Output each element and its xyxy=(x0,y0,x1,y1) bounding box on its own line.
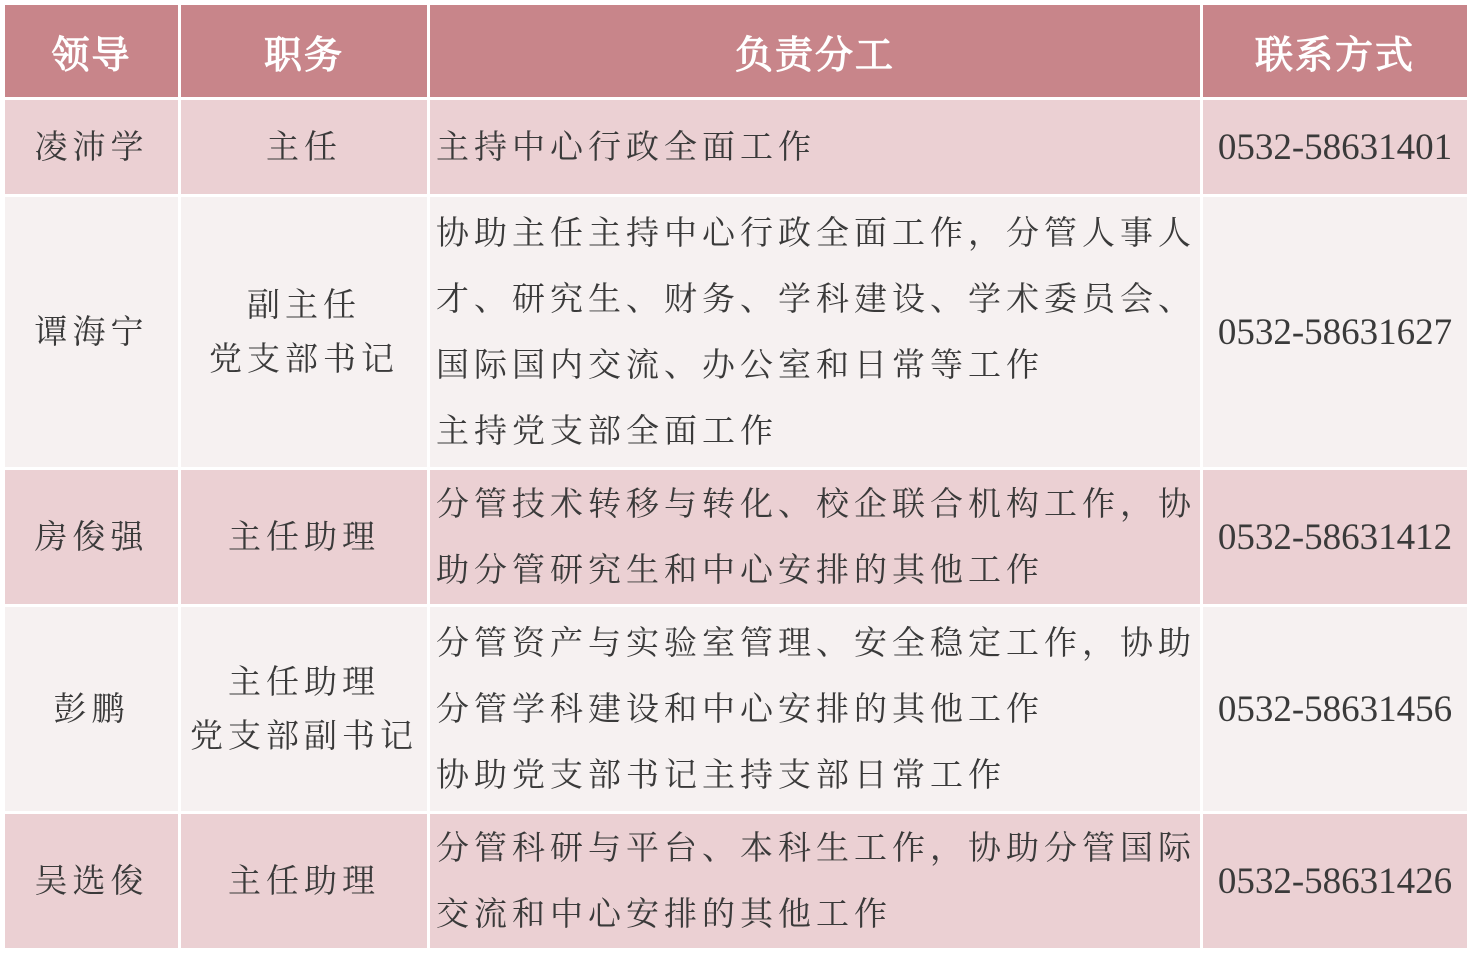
leader-name: 谭海宁 xyxy=(4,196,180,469)
header-leader: 领导 xyxy=(4,4,180,99)
table-row xyxy=(4,196,1469,469)
header-position: 职务 xyxy=(180,4,429,99)
position-line: 党支部书记 xyxy=(209,339,399,378)
phone-number: 0532-58631426 xyxy=(1202,813,1469,950)
header-duties: 负责分工 xyxy=(429,4,1202,99)
leader-name: 房俊强 xyxy=(4,469,180,606)
phone-number: 0532-58631412 xyxy=(1202,469,1469,606)
position-cell xyxy=(180,196,429,469)
leader-name: 凌沛学 xyxy=(4,99,180,196)
duty-line: 国际国内交流、办公室和日常等工作 xyxy=(436,345,1044,384)
table-row xyxy=(4,813,1469,950)
duties-cell xyxy=(429,606,1202,813)
duty-line: 交流和中心安排的其他工作 xyxy=(436,894,892,933)
position-line: 主任 xyxy=(266,127,342,166)
phone-number: 0532-58631456 xyxy=(1202,606,1469,813)
duty-line: 分管科研与平台、本科生工作，协助分管国际 xyxy=(436,828,1196,867)
phone-number: 0532-58631401 xyxy=(1202,99,1469,196)
table-row xyxy=(4,99,1469,196)
duties-cell xyxy=(429,99,1202,196)
duties-cell xyxy=(429,196,1202,469)
leader-name: 彭鹏 xyxy=(4,606,180,813)
position-line: 主任助理 xyxy=(228,517,380,556)
position-cell xyxy=(180,606,429,813)
position-cell xyxy=(180,813,429,950)
leadership-table xyxy=(2,2,1470,951)
duty-line: 主持党支部全面工作 xyxy=(436,411,778,450)
phone-number: 0532-58631627 xyxy=(1202,196,1469,469)
header-row xyxy=(4,4,1469,99)
table-row xyxy=(4,469,1469,606)
table-row xyxy=(4,606,1469,813)
leader-name: 吴选俊 xyxy=(4,813,180,950)
position-cell xyxy=(180,99,429,196)
duty-line: 分管学科建设和中心安排的其他工作 xyxy=(436,689,1044,728)
position-cell xyxy=(180,469,429,606)
position-line: 党支部副书记 xyxy=(190,716,418,755)
duties-cell xyxy=(429,469,1202,606)
duty-line: 分管技术转移与转化、校企联合机构工作，协 xyxy=(436,484,1196,523)
duty-line: 主持中心行政全面工作 xyxy=(436,127,816,166)
position-line: 副主任 xyxy=(247,285,361,324)
duty-line: 助分管研究生和中心安排的其他工作 xyxy=(436,550,1044,589)
header-contact: 联系方式 xyxy=(1202,4,1469,99)
duty-line: 才、研究生、财务、学科建设、学术委员会、 xyxy=(436,279,1196,318)
duties-cell xyxy=(429,813,1202,950)
duty-line: 分管资产与实验室管理、安全稳定工作，协助 xyxy=(436,623,1196,662)
duty-line: 协助党支部书记主持支部日常工作 xyxy=(436,755,1006,794)
position-line: 主任助理 xyxy=(228,662,380,701)
position-line: 主任助理 xyxy=(228,861,380,900)
duty-line: 协助主任主持中心行政全面工作，分管人事人 xyxy=(436,213,1196,252)
